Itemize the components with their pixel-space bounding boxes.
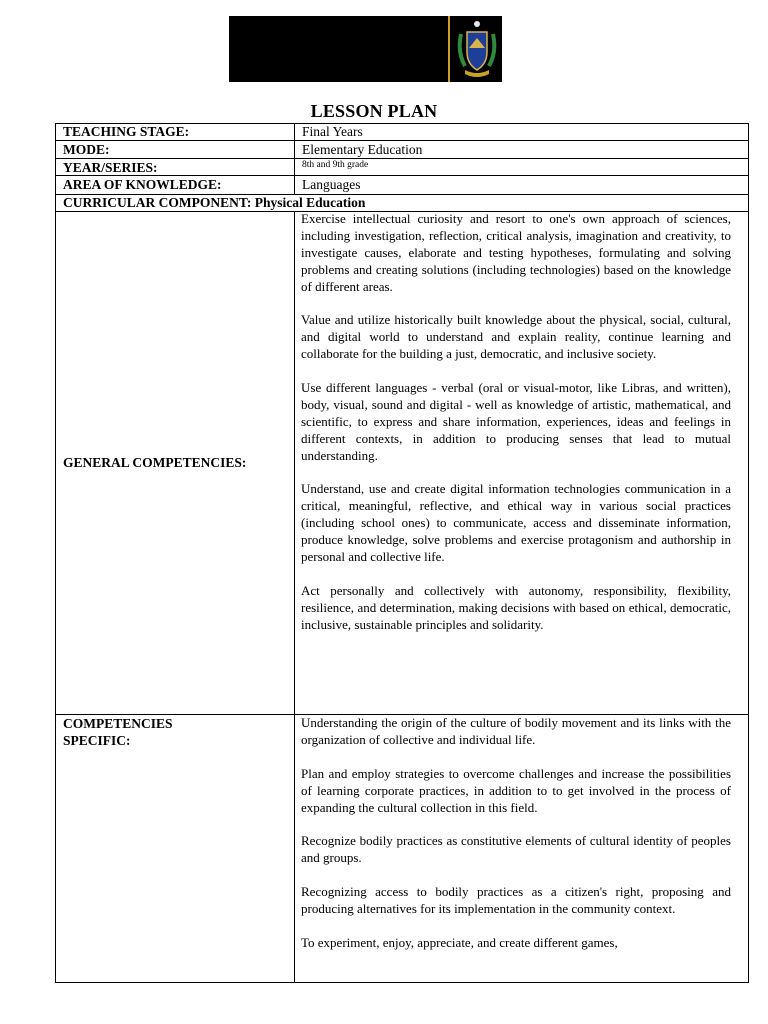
general-competencies-text	[301, 211, 731, 634]
field-value-teaching-stage: Final Years	[302, 124, 363, 139]
specific-competency-paragraph: To experiment, enjoy, appreciate, and create different games,	[301, 934, 618, 950]
specific-label-line1: COMPETENCIES	[63, 716, 173, 731]
row-border	[55, 982, 749, 983]
banner-accent-line	[448, 16, 450, 82]
row-border	[55, 158, 749, 159]
table-right-border	[748, 123, 749, 983]
column-divider	[294, 123, 295, 195]
specific-competency-paragraph: Recognizing access to bodily practices as a citizen's right, proposing and producing alternatives for its implementation in the community context.	[301, 884, 731, 916]
field-label-year-series: YEAR/SERIES:	[63, 160, 158, 175]
page-title: LESSON PLAN	[310, 101, 438, 121]
field-label-mode: MODE:	[63, 142, 110, 157]
specific-competencies-label	[63, 715, 173, 749]
field-label-teaching-stage: TEACHING STAGE:	[63, 124, 190, 139]
general-competency-paragraph: Use different languages - verbal (oral or visual-motor, like Libras, and written), body, visual, sound and digital - well as knowledge of artistic, mathematical, and scientific, to express and share information, experiences, ideas and feelings in different contexts, in addition to producing senses that lead to mutual understanding.	[301, 380, 731, 463]
table-left-border	[55, 123, 56, 983]
lesson-plan-table	[55, 123, 749, 983]
curricular-component-label: CURRICULAR COMPONENT:	[63, 195, 252, 210]
curricular-component-row	[63, 194, 365, 211]
specific-competency-paragraph: Plan and employ strategies to overcome challenges and increase the possibilities of learning corporate practices, in addition to to get involved in the process of expanding the cultural collection in this field.	[301, 765, 731, 815]
general-competency-paragraph: Value and utilize historically built knowledge about the physical, social, cultural, and digital world to understand and explain reality, continue learning and collaborate for the building a just, democratic, and inclusive society.	[301, 312, 731, 362]
specific-label-line2: SPECIFIC:	[63, 733, 131, 748]
field-value-area-of-knowledge: Languages	[302, 177, 361, 192]
header-banner	[229, 16, 502, 82]
curricular-component-value: Physical Education	[254, 195, 366, 210]
specific-competency-paragraph: Understanding the origin of the culture of bodily movement and its links with the organization of collective and individual life.	[301, 715, 731, 747]
specific-competency-paragraph: Recognize bodily practices as constitutive elements of cultural identity of peoples and groups.	[301, 833, 731, 866]
coat-of-arms-crest-icon	[455, 18, 499, 80]
general-competency-paragraph: Understand, use and create digital information technologies communication in a critical, meaningful, reflective, and ethical way in various social practices (including school ones) to communicate, access and disseminate information, produce knowledge, solve problems and exercise protagonism and authorship in personal and collective life.	[301, 481, 731, 565]
field-value-year-series: 8th and 9th grade	[302, 160, 369, 170]
specific-competencies-text	[301, 715, 731, 952]
field-label-area-of-knowledge: AREA OF KNOWLEDGE:	[63, 177, 222, 192]
general-competency-paragraph: Exercise intellectual curiosity and resort to one's own approach of sciences, including investigation, reflection, critical analysis, imagination and creativity, to investigate causes, elaborate and testing hypotheses, formulating and solving problems and creating solutions (including technologies) based on the knowledge of different areas.	[301, 211, 731, 294]
general-competency-paragraph: Act personally and collectively with autonomy, responsibility, flexibility, resilience, and determination, making decisions with based on ethical, democratic, inclusive, sustainable principles and solidarity.	[301, 582, 731, 632]
general-competencies-label: GENERAL COMPETENCIES:	[63, 455, 247, 470]
field-value-mode: Elementary Education	[302, 142, 423, 157]
column-divider	[294, 211, 295, 983]
